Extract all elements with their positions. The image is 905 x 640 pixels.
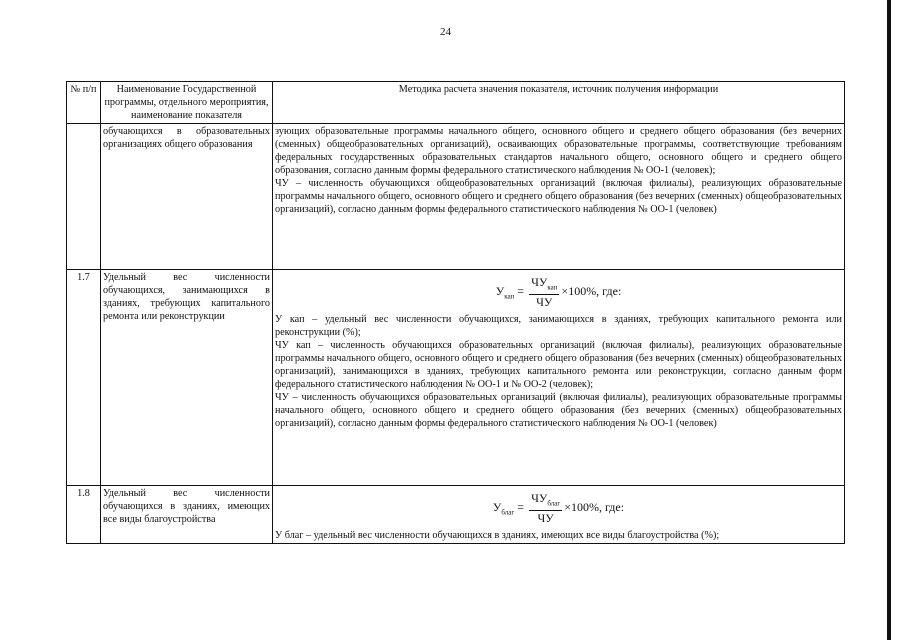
header-number: № п/п	[67, 82, 101, 124]
methodology-paragraph: ЧУ кап – численность обучающихся образовательных организаций (включая филиалы), реализующих образовательные программы начального общего, основного общего и среднего общего образования (без вечерних (сменных) общеобразовательных организаций), занимающихся в зданиях, требующих капитального ремонта или реконструкции, согласно данным форм федерального статистического наблюдения № ОО-1 и № ОО-2 (человек);	[275, 340, 842, 391]
row-number: 1.8	[67, 486, 101, 544]
indicator-name: Удельный вес численности обучающихся, занимающихся в зданиях, требующих капитального ремонта или реконструкции	[101, 270, 273, 486]
methodology-paragraph: ЧУ – численность обучающихся общеобразовательных организаций (включая филиалы), реализующих образовательные программы начального общего, основного общего и среднего общего образования (без вечерних (сменных) общеобразовательных организаций), согласно данным формы федерального статистического наблюдения № ОО-1 (человек)	[275, 178, 842, 215]
formula: $У_{благ}$ = $\frac{ЧУ_{благ}}{ЧУ}$ ×100%, где:	[492, 491, 625, 526]
formula-fraction: $\frac{ЧУ_{кап}}{ЧУ}$	[531, 275, 558, 310]
table-row	[67, 270, 845, 486]
table-header-row	[67, 82, 845, 124]
methodology-paragraph: ЧУ – численность обучающихся образовательных организаций (включая филиалы), реализующих образовательные программы начального общего, основного общего и среднего общего образования (без вечерних (сменных) общеобразовательных организаций), согласно данным формы федерального статистического наблюдения № ОО-1 (человек)	[275, 392, 842, 430]
table-row	[67, 124, 845, 270]
indicator-name: обучающихся в образовательных организациях общего образования	[101, 124, 273, 270]
formula: $У_{кап}$ = $\frac{ЧУ_{кап}}{ЧУ}$ ×100%, где:	[495, 275, 622, 310]
formula-fraction: $\frac{ЧУ_{благ}}{ЧУ}$	[531, 491, 561, 526]
methodology-cell	[273, 270, 845, 486]
methodology-paragraph: У кап – удельный вес численности обучающихся, занимающихся в зданиях, требующих капитального ремонта или реконструкции (%);	[275, 314, 842, 339]
methodology-text	[275, 313, 842, 430]
page-edge-bar	[887, 0, 891, 640]
header-indicator-name: Наименование Государственной программы, отдельного мероприятия, наименование показателя	[101, 82, 273, 124]
methodology-table	[66, 81, 845, 544]
methodology-text	[275, 529, 842, 542]
methodology-paragraph: У благ – удельный вес численности обучающихся в зданиях, имеющих все виды благоустройства (%);	[275, 530, 720, 542]
row-number: 1.7	[67, 270, 101, 486]
page-number: 24	[440, 26, 451, 38]
methodology-text	[273, 124, 845, 270]
methodology-paragraph: зующих образовательные программы начального общего, основного общего и среднего общего образования (без вечерних (сменных) общеобразовательных организаций), осваивающих образовательные программы, соответствующие требованиям федеральных государственных образовательных стандартов начального общего, основного общего и среднего общего образования, согласно данным формы федерального статистического наблюдения № ОО-1 (человек);	[275, 126, 842, 176]
header-methodology: Методика расчета значения показателя, источник получения информации	[273, 82, 845, 124]
table-row	[67, 486, 845, 544]
indicator-name: Удельный вес численности обучающихся в зданиях, имеющих все виды благоустройства	[101, 486, 273, 544]
row-number	[67, 124, 101, 270]
methodology-cell	[273, 486, 845, 544]
